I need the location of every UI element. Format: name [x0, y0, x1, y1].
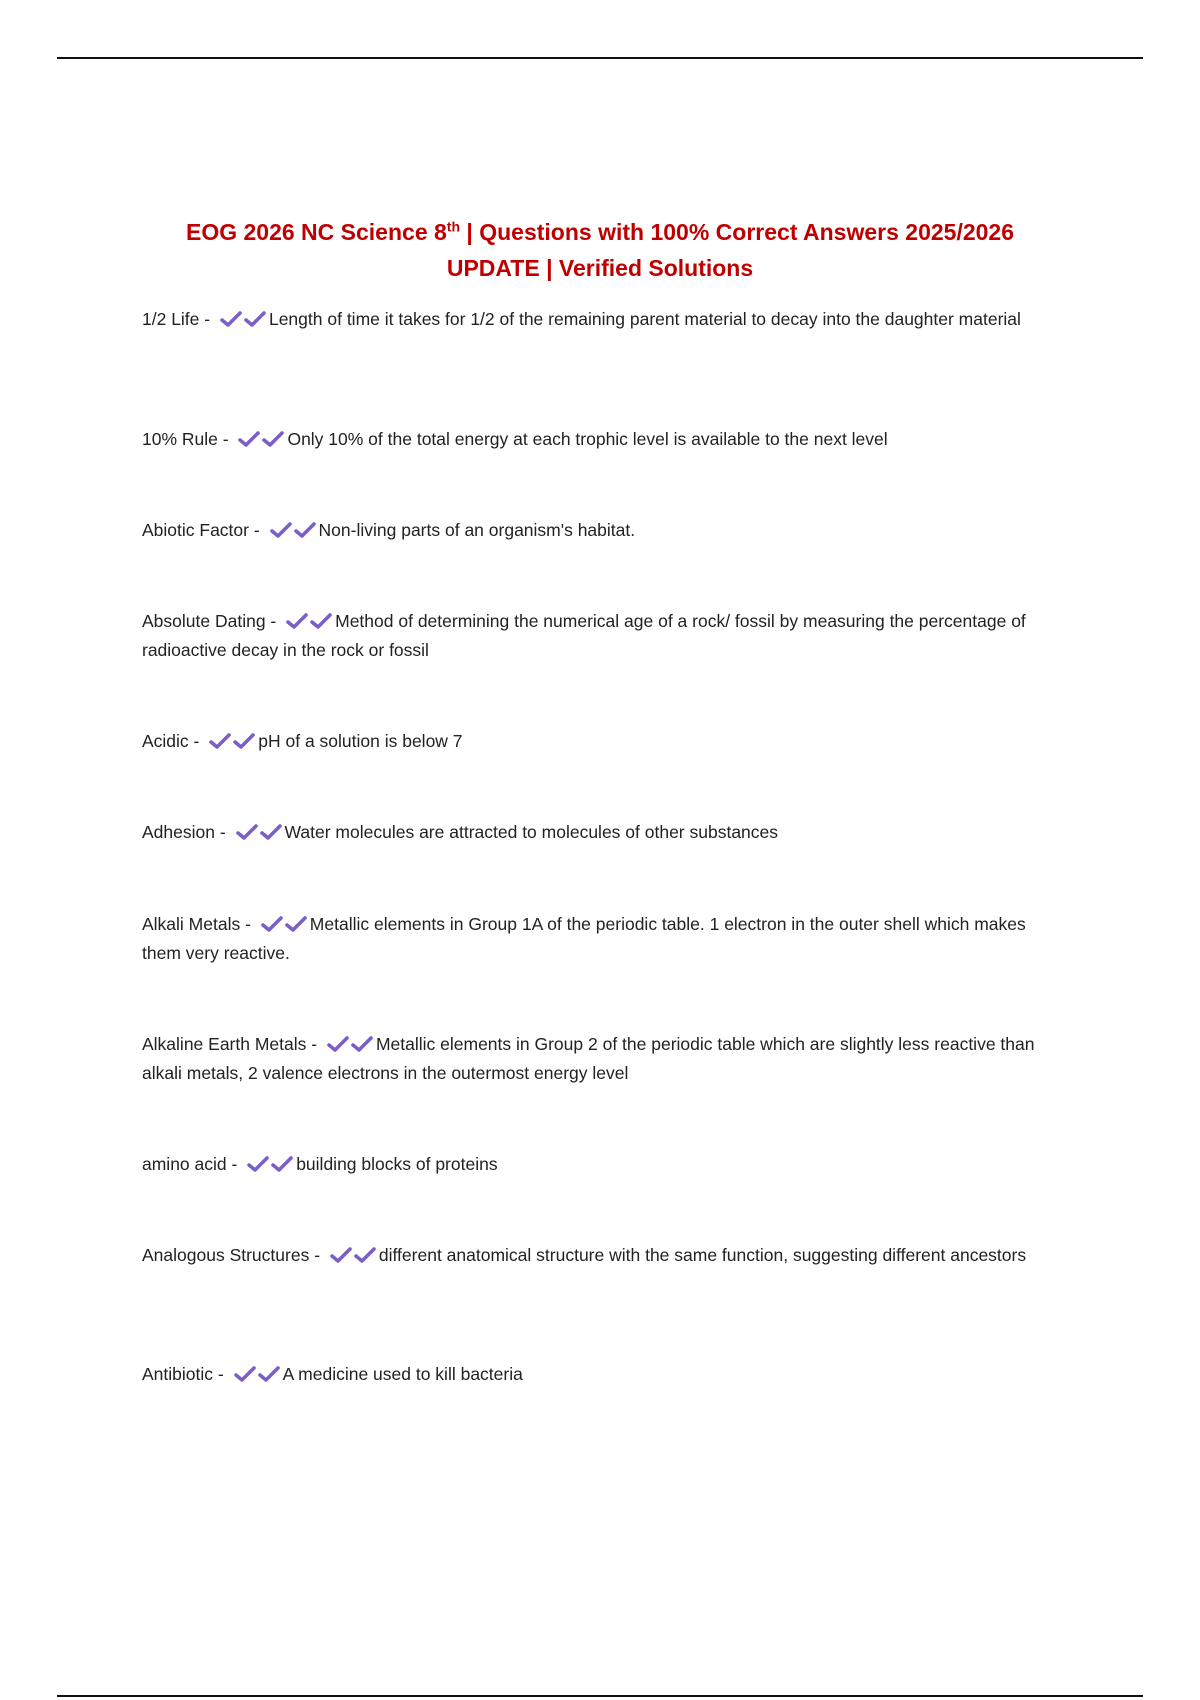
- entry-term: Absolute Dating: [142, 611, 266, 631]
- top-rule: [57, 57, 1143, 59]
- checkmark-icon: [309, 612, 333, 630]
- checkmark-icon: [243, 310, 267, 328]
- checkmark-icon: [208, 732, 232, 750]
- entry-amino-acid: [142, 1150, 1042, 1179]
- entry-separator: -: [240, 914, 256, 934]
- entry-term: Alkali Metals: [142, 914, 241, 934]
- entry-definition: Length of time it takes for 1/2 of the remaining parent material to decay into the daughter material: [268, 309, 1021, 329]
- double-check: [260, 910, 308, 939]
- entry-definition: Metallic elements in Group 1A of the periodic table. 1 electron in the outer shell which makes them very reactive.: [142, 914, 1026, 963]
- checkmark-icon: [219, 310, 243, 328]
- title-part-2: | Questions with 100% Correct Answers 2025/2026 UPDATE | Verified Solutions: [446, 219, 1015, 281]
- checkmark-icon: [284, 915, 308, 933]
- entry-ten-percent-rule: [142, 425, 1042, 454]
- entry-separator: -: [226, 1154, 243, 1174]
- double-check: [329, 1241, 377, 1270]
- entry-term: Adhesion: [142, 822, 215, 842]
- entry-definition: Method of determining the numerical age of a rock/ fossil by measuring the percentage of radioactive decay in the rock or fossil: [142, 611, 1026, 660]
- entry-definition: pH of a solution is below 7: [258, 731, 463, 751]
- double-check: [269, 516, 317, 545]
- entry-definition: different anatomical structure with the same function, suggesting different ancestors: [378, 1245, 1027, 1265]
- entry-separator: -: [213, 1364, 229, 1384]
- double-check: [233, 1360, 281, 1389]
- checkmark-icon: [259, 823, 283, 841]
- entry-abiotic-factor: [142, 516, 1042, 545]
- double-check: [246, 1150, 294, 1179]
- entry-separator: -: [214, 822, 231, 842]
- double-check: [235, 818, 283, 847]
- double-check: [326, 1030, 374, 1059]
- entry-adhesion: [142, 818, 1042, 847]
- entry-definition: Non-living parts of an organism's habitat.: [318, 520, 636, 540]
- checkmark-icon: [246, 1155, 270, 1173]
- entry-separator: -: [188, 731, 205, 751]
- checkmark-icon: [237, 430, 261, 448]
- checkmark-icon: [285, 612, 309, 630]
- entry-alkaline-earth-metals: [142, 1030, 1042, 1087]
- checkmark-icon: [260, 915, 284, 933]
- checkmark-icon: [233, 1365, 257, 1383]
- checkmark-icon: [269, 521, 293, 539]
- entry-definition: A medicine used to kill bacteria: [282, 1364, 523, 1384]
- entry-separator: -: [309, 1245, 325, 1265]
- checkmark-icon: [293, 521, 317, 539]
- entry-term: Acidic: [142, 731, 189, 751]
- entry-term: Abiotic Factor: [142, 520, 249, 540]
- entry-definition: Water molecules are attracted to molecules of other substances: [284, 822, 779, 842]
- entry-separator: -: [199, 309, 215, 329]
- double-check: [208, 727, 256, 756]
- double-check: [285, 607, 333, 636]
- entry-half-life: [142, 305, 1042, 334]
- entry-acidic: [142, 727, 1042, 756]
- entry-separator: -: [248, 520, 265, 540]
- title-superscript: th: [446, 218, 461, 235]
- checkmark-icon: [232, 732, 256, 750]
- entry-separator: -: [217, 429, 234, 449]
- double-check: [219, 305, 267, 334]
- checkmark-icon: [326, 1035, 350, 1053]
- entry-term: 1/2 Life: [142, 309, 200, 329]
- entry-term: amino acid: [142, 1154, 227, 1174]
- entry-definition: building blocks of proteins: [296, 1154, 498, 1174]
- checkmark-icon: [261, 430, 285, 448]
- checkmark-icon: [329, 1246, 353, 1264]
- entry-analogous-structures: [142, 1241, 1042, 1270]
- entry-alkali-metals: [142, 910, 1042, 967]
- entry-definition: Only 10% of the total energy at each trophic level is available to the next level: [287, 429, 888, 449]
- double-check: [237, 425, 285, 454]
- entry-term: Antibiotic: [142, 1364, 214, 1384]
- entry-antibiotic: [142, 1360, 1042, 1389]
- page-title: [140, 214, 1060, 286]
- entry-absolute-dating: [142, 607, 1042, 664]
- entry-term: 10% Rule: [142, 429, 218, 449]
- checkmark-icon: [257, 1365, 281, 1383]
- entry-separator: -: [265, 611, 282, 631]
- entry-term: Analogous Structures: [142, 1245, 310, 1265]
- checkmark-icon: [353, 1246, 377, 1264]
- checkmark-icon: [350, 1035, 374, 1053]
- checkmark-icon: [270, 1155, 294, 1173]
- entry-term: Alkaline Earth Metals: [142, 1034, 307, 1054]
- title-part-1: EOG 2026 NC Science 8: [185, 219, 447, 245]
- checkmark-icon: [235, 823, 259, 841]
- entry-definition: Metallic elements in Group 2 of the periodic table which are slightly less reactive than alkali metals, 2 valence electrons in the outermost energy level: [142, 1034, 1035, 1083]
- bottom-rule: [57, 1695, 1143, 1697]
- entry-separator: -: [306, 1034, 322, 1054]
